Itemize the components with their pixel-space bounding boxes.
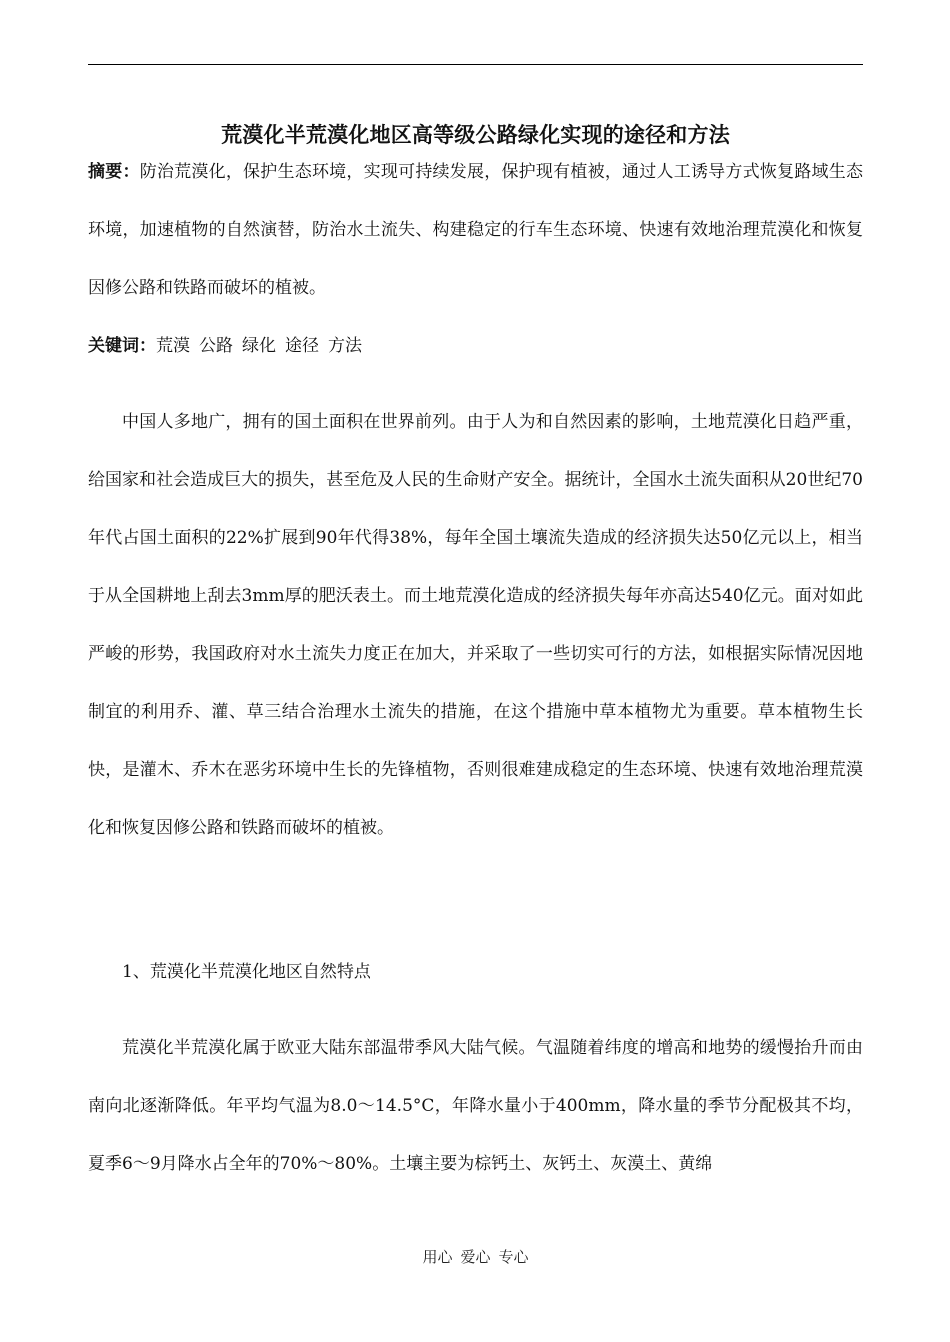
footer-item: 用心	[422, 1248, 453, 1266]
page-footer	[88, 1246, 863, 1268]
document-title: 荒漠化半荒漠化地区高等级公路绿化实现的途径和方法	[221, 122, 730, 147]
section-heading: 1、荒漠化半荒漠化地区自然特点	[122, 962, 371, 982]
footer-item: 专心	[498, 1248, 529, 1266]
keyword-item: 途径	[285, 336, 319, 356]
body-paragraph-climate: 荒漠化半荒漠化属于欧亚大陆东部温带季风大陆气候。气温随着纬度的增高和地势的缓慢抬升而由南向北逐渐降低。年平均气温为8.0～14.5°C，年降水量小于400mm，降水量的季节分配极其不均，夏季6～9月降水占全年的70%～80%。土壤主要为棕钙土、灰钙土、灰漠土、黄绵	[88, 1038, 863, 1174]
keyword-item: 绿化	[242, 336, 276, 356]
keyword-item: 方法	[328, 336, 362, 356]
abstract-label: 摘要：	[88, 162, 140, 182]
keyword-item: 荒漠	[156, 336, 190, 356]
keywords-line	[88, 317, 863, 375]
body-paragraph-intro: 中国人多地广，拥有的国土面积在世界前列。由于人为和自然因素的影响，土地荒漠化日趋严重，给国家和社会造成巨大的损失，甚至危及人民的生命财产安全。据统计，全国水土流失面积从20世纪70年代占国土面积的22%扩展到90年代得38%，每年全国土壤流失造成的经济损失达50亿元以上，相当于从全国耕地上刮去3mm厚的肥沃表土。而土地荒漠化造成的经济损失每年亦高达540亿元。面对如此严峻的形势，我国政府对水土流失力度正在加大，并采取了一些切实可行的方法，如根据实际情况因地制宜的利用乔、灌、草三结合治理水土流失的措施，在这个措施中草本植物尤为重要。草本植物生长快，是灌木、乔木在恶劣环境中生长的先锋植物，否则很难建成稳定的生态环境、快速有效地治理荒漠化和恢复因修公路和铁路而破坏的植被。	[88, 412, 863, 838]
keyword-item: 公路	[199, 336, 233, 356]
keywords-label: 关键词：	[88, 336, 156, 356]
header-rule	[88, 64, 863, 65]
footer-item: 爱心	[460, 1248, 491, 1266]
abstract-paragraph	[88, 143, 863, 317]
abstract-text: 防治荒漠化，保护生态环境，实现可持续发展，保护现有植被，通过人工诱导方式恢复路域生态环境，加速植物的自然演替，防治水土流失、构建稳定的行车生态环境、快速有效地治理荒漠化和恢复因修公路和铁路而破坏的植被。	[88, 162, 864, 298]
